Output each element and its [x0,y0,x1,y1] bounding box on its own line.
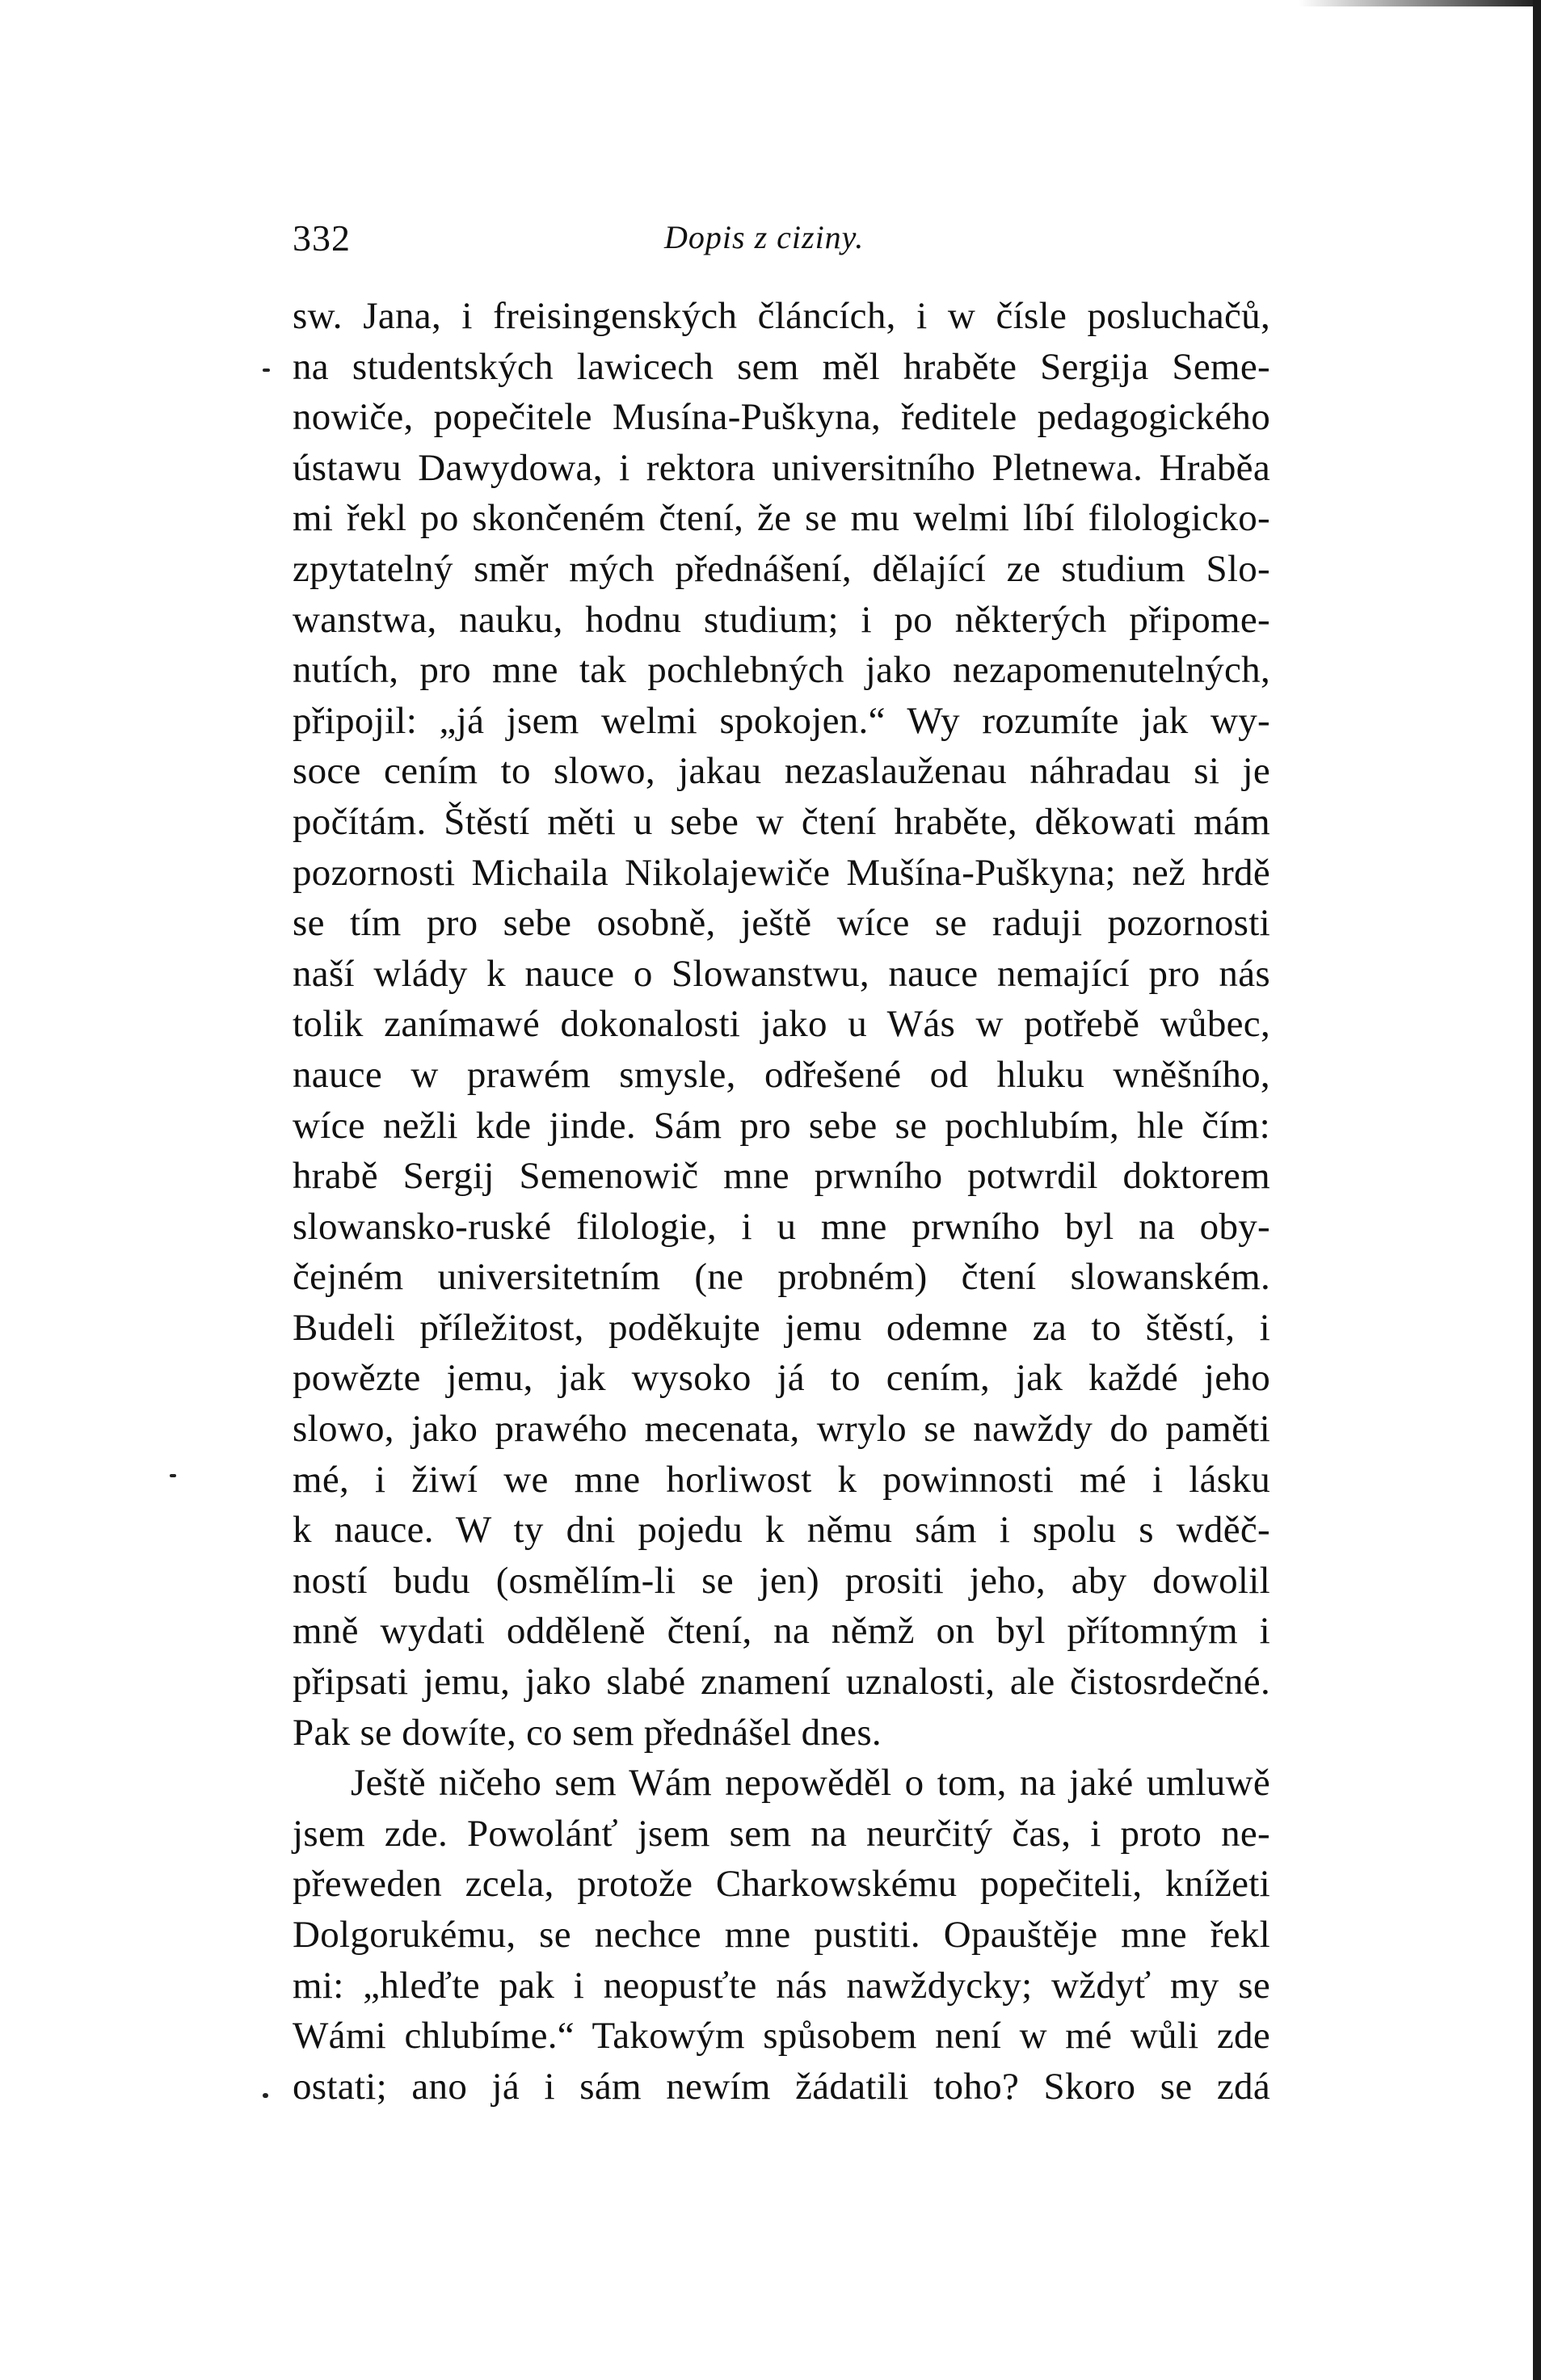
page-edge-top [1299,0,1541,6]
body-text [293,291,1270,2112]
text-line: nauce w prawém smysle, odřešené od hluku wněšního, [293,1053,1270,1096]
page-edge [1533,0,1541,2380]
text-line: naší wlády k nauce o Slowanstwu, nauce nemající pro nás [293,952,1270,995]
margin-mark [263,2093,268,2098]
text-line: zpytatelný směr mých přednášení, dělající ze studium Slo- [293,547,1270,590]
running-head: Dopis z ciziny. [664,219,865,255]
text-line: čejném universitetním (ne probném) čtení slowanském. [293,1256,1270,1299]
text-line: k nauce. W ty dni pojedu k němu sám i spolu s wděč- [293,1509,1270,1552]
page-number: 332 [293,217,351,259]
text-line: nutích, pro mne tak pochlebných jako nezapomenutelných, [293,649,1270,692]
text-line: pozornosti Michaila Nikolajewiče Mušína-Puškyna; než hrdě [293,851,1270,894]
text-line: mi řekl po skončeném čtení, že se mu welmi líbí filologicko- [293,497,1270,540]
text-line: jsem zde. Powolánť jsem sem na neurčitý čas, i proto ne- [293,1812,1270,1855]
text-line: mi: „hleďte pak i neopusťte nás nawždycky; wždyť my se [293,1964,1270,2007]
text-line: tolik zanímawé dokonalosti jako u Wás w potřebě wůbec, [293,1003,1270,1046]
text-line: Ještě ničeho sem Wám nepowěděl o tom, na jaké umluwě [351,1762,1270,1805]
text-line: slowansko-ruské filologie, i u mne prwního byl na oby- [293,1205,1270,1248]
text-line: přeweden zcela, protože Charkowskému popečiteli, knížeti [293,1863,1270,1906]
text-line: připojil: „já jsem welmi spokojen.“ Wy rozumíte jak wy- [293,699,1270,742]
text-line: Dolgorukému, se nechce mne pustiti. Opauštěje mne řekl [293,1914,1270,1956]
page-header [293,217,1270,265]
text-line: Budeli příležitost, poděkujte jemu odemne za to štěstí, i [293,1306,1270,1349]
text-line: ústawu Dawydowa, i rektora universitního Pletnewa. Hraběa [293,446,1270,489]
text-line: připsati jemu, jako slabé znamení uznalosti, ale čistosrdečné. [293,1661,1270,1704]
text-line: počítám. Štěstí měti u sebe w čtení hraběte, děkowati mám [293,800,1270,843]
text-line: soce cením to slowo, jakau nezaslauženau náhradau si je [293,750,1270,793]
text-line: wíce nežli kde jinde. Sám pro sebe se pochlubím, hle čím: [293,1104,1270,1147]
text-line: wanstwa, nauku, hodnu studium; i po některých připome- [293,598,1270,641]
text-line: powězte jemu, jak wysoko já to cením, jak každé jeho [293,1357,1270,1400]
text-line: slowo, jako prawého mecenata, wrylo se nawždy do paměti [293,1408,1270,1451]
text-line: ností budu (osmělím-li se jen) prositi jeho, aby dowolil [293,1559,1270,1602]
text-line: mně wydati odděleně čtení, na němž on byl přítomným i [293,1610,1270,1653]
text-line: nowiče, popečitele Musína-Puškyna, ředitele pedagogického [293,396,1270,439]
text-line: na studentských lawicech sem měl hraběte Sergija Seme- [293,345,1270,388]
text-line: hrabě Sergij Semenowič mne prwního potwrdil doktorem [293,1155,1270,1198]
text-line: mé, i žiwí we mne horliwost k powinnosti mé i lásku [293,1458,1270,1501]
text-line: se tím pro sebe osobně, ještě wíce se raduji pozornosti [293,902,1270,945]
text-line: Wámi chlubíme.“ Takowým spůsobem není w mé wůli zde [293,2015,1270,2058]
text-line: sw. Jana, i freisingenských článcích, i w čísle posluchačů, [293,295,1270,337]
margin-mark [263,369,270,372]
margin-mark [170,1474,176,1477]
text-line: ostati; ano já i sám newím žádatili toho? Skoro se zdá [293,2065,1270,2108]
text-line: Pak se dowíte, co sem přednášel dnes. [293,1711,882,1754]
